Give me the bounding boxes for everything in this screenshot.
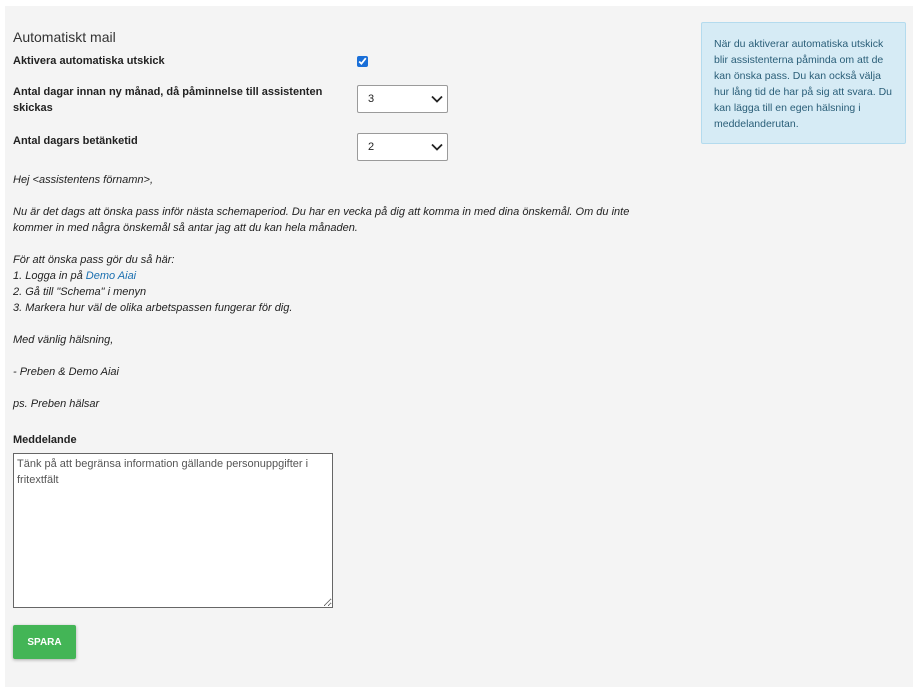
think-days-select[interactable] [357,133,448,161]
message-textarea[interactable] [13,453,333,608]
reminder-days-select[interactable] [357,85,448,113]
preview-signature: - Preben & Demo Aiai [13,366,119,378]
reminder-days-label: Antal dagar innan ny månad, då påminnelse till assistenten skickas [13,86,323,114]
think-days-label: Antal dagars betänketid [13,135,138,147]
message-label: Meddelande [13,434,77,446]
preview-steps-intro: För att önska pass gör du så här: [13,254,175,266]
preview-step-1 [13,268,136,284]
step-1-prefix: 1. Logga in på [13,270,86,282]
activate-checkbox[interactable] [357,56,368,67]
preview-step-2: 2. Gå till "Schema" i menyn [13,286,147,298]
preview-body-line-2: kommer in med några önskemål så antar jag att du kan hela månaden. [13,222,358,234]
section-title: Automatiskt mail [13,29,116,45]
activate-label: Aktivera automatiska utskick [13,55,165,67]
preview-greeting: Hej <assistentens förnamn>, [13,174,154,186]
save-button[interactable]: SPARA [13,625,76,659]
preview-closing: Med vänlig hälsning, [13,334,114,346]
info-box: När du aktiverar automatiska utskick blir assistenterna påminda om att de kan önska pass. Du kan också välja hur lång tid de har på sig att svara. Du kan lägga till en egen hälsning i meddelanderutan. [701,22,906,144]
demo-aiai-link[interactable]: Demo Aiai [85,270,137,282]
preview-step-3: 3. Markera hur väl de olika arbetspassen fungerar för dig. [13,302,293,314]
preview-body-line-1: Nu är det dags att önska pass inför nästa schemaperiod. Du har en vecka på dig att komma in med dina önskemål. Om du inte [13,206,630,218]
preview-ps: ps. Preben hälsar [13,398,100,410]
